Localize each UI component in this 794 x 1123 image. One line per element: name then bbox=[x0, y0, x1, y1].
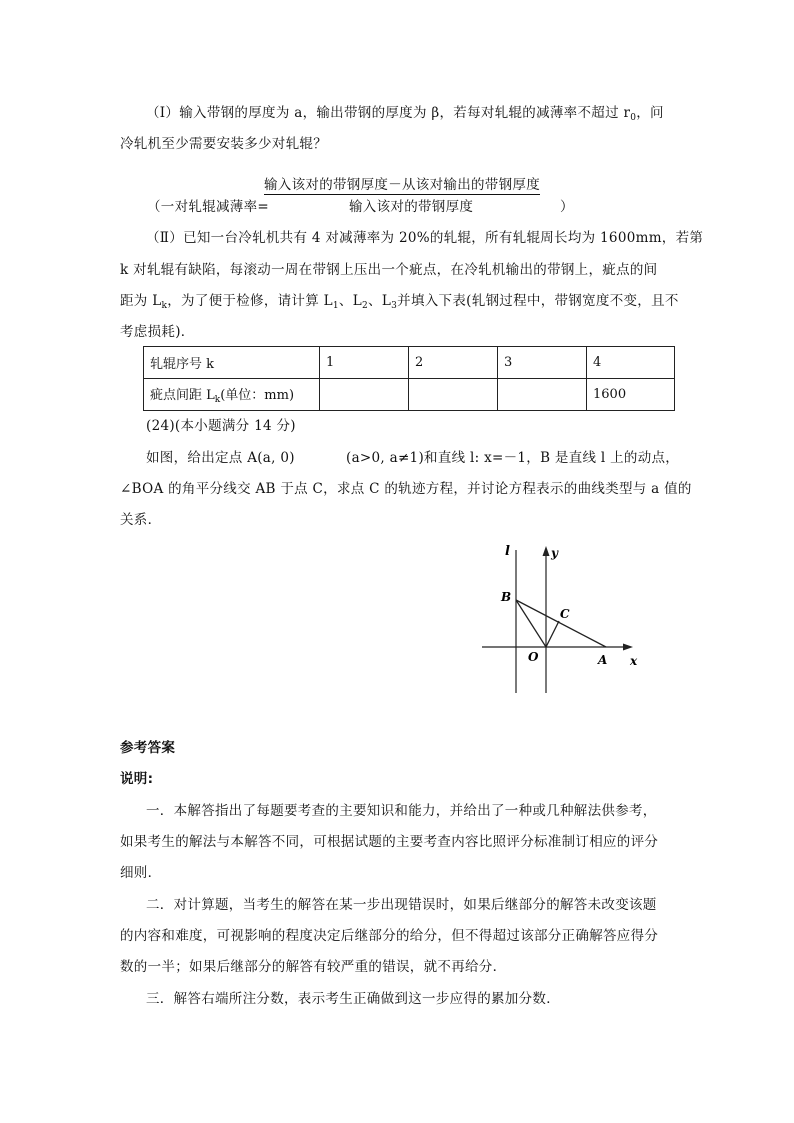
geometry-figure bbox=[470, 538, 650, 698]
answers-title: 参考答案 bbox=[120, 740, 176, 756]
problem-ii-line-3: 距为 $L_k$，为了便于检修，请计算 $L_1$、$L_2$、$L_3$并填入下表(轧钢过程中，带钢宽度不变，且不 bbox=[120, 293, 679, 311]
fraction-suffix: ） bbox=[560, 199, 574, 215]
label-c: C bbox=[560, 607, 570, 621]
table-cell bbox=[498, 379, 587, 411]
table-cell: 1600 bbox=[587, 379, 675, 411]
table-cell: 1 bbox=[320, 347, 409, 379]
answers-item-1-line-1: 一．本解答指出了每题要考查的主要知识和能力，并给出了一种或几种解法供参考， bbox=[146, 803, 657, 819]
problem-24-line-1a: 如图，给出定点 A(a, 0) bbox=[146, 450, 295, 466]
problem-i-line-2: 冷轧机至少需要安装多少对轧辊？ bbox=[120, 136, 327, 152]
y-axis-arrow bbox=[543, 546, 550, 556]
x-axis-arrow bbox=[623, 644, 633, 651]
problem-ii-line-2: k 对轧辊有缺陷，每滚动一周在带钢上压出一个疵点，在冷轧机输出的带钢上，疵点的间 bbox=[120, 262, 658, 278]
problem-i-line-1: （Ⅰ）输入带钢的厚度为 a，输出带钢的厚度为 β，若每对轧辊的减薄率不超过 $r_0$，问 bbox=[146, 105, 664, 123]
fraction-denominator: 输入该对的带钢厚度 bbox=[349, 199, 474, 215]
table-row bbox=[144, 379, 675, 411]
label-l: l bbox=[505, 544, 510, 559]
table-cell bbox=[320, 379, 409, 411]
table-cell bbox=[409, 379, 498, 411]
label-x: x bbox=[630, 654, 638, 668]
problem-ii-line-1: （Ⅱ）已知一台冷轧机共有 4 对减薄率为 20%的轧辊，所有轧辊周长均为 1600mm，若第 bbox=[146, 230, 704, 246]
problem-24-line-1b: (a>0, a≠1)和直线 l: x=－1，B 是直线 l 上的动点， bbox=[346, 450, 680, 466]
answers-item-1-line-2: 如果考生的解法与本解答不同，可根据试题的主要考查内容比照评分标准制订相应的评分 bbox=[120, 834, 659, 850]
segment-oc bbox=[546, 621, 559, 647]
table-cell: 3 bbox=[498, 347, 587, 379]
answers-note-label: 说明: bbox=[120, 771, 154, 787]
answers-item-2-line-1: 二．对计算题，当考生的解答在某一步出现错误时，如果后继部分的解答未改变该题 bbox=[146, 897, 657, 913]
problem-24-line-3: 关系． bbox=[120, 512, 162, 528]
table-cell: 4 bbox=[587, 347, 675, 379]
label-y: y bbox=[551, 546, 558, 560]
table-cell-label: 轧辊序号 k bbox=[144, 347, 320, 379]
label-o: O bbox=[528, 650, 539, 664]
defect-spacing-table bbox=[143, 346, 675, 411]
table-row bbox=[144, 347, 675, 379]
fraction-prefix: （一对轧辊减薄率= bbox=[147, 199, 270, 215]
problem-24-header: (24)(本小题满分 14 分) bbox=[146, 418, 296, 434]
answers-item-3-line-1: 三．解答右端所注分数，表示考生正确做到这一步应得的累加分数． bbox=[146, 991, 560, 1007]
table-cell-label: 疵点间距 $L_k$(单位：mm) bbox=[144, 379, 320, 411]
answers-item-2-line-2: 的内容和难度，可视影响的程度决定后继部分的给分，但不得超过该部分正确解答应得分 bbox=[120, 928, 659, 944]
answers-item-2-line-3: 数的一半；如果后继部分的解答有较严重的错误，就不再给分． bbox=[120, 959, 507, 975]
table-cell: 2 bbox=[409, 347, 498, 379]
fraction-numerator: 输入该对的带钢厚度－从该对输出的带钢厚度 bbox=[264, 177, 540, 193]
label-b: B bbox=[501, 590, 512, 604]
problem-ii-line-4: 考虑损耗)． bbox=[120, 324, 195, 340]
answers-item-1-line-3: 细则． bbox=[120, 865, 162, 881]
problem-24-line-2: ∠BOA 的角平分线交 AB 于点 C，求点 C 的轨迹方程，并讨论方程表示的曲线类型与 a 值的 bbox=[120, 481, 692, 497]
label-a: A bbox=[598, 653, 608, 667]
segment-bo bbox=[516, 600, 546, 647]
